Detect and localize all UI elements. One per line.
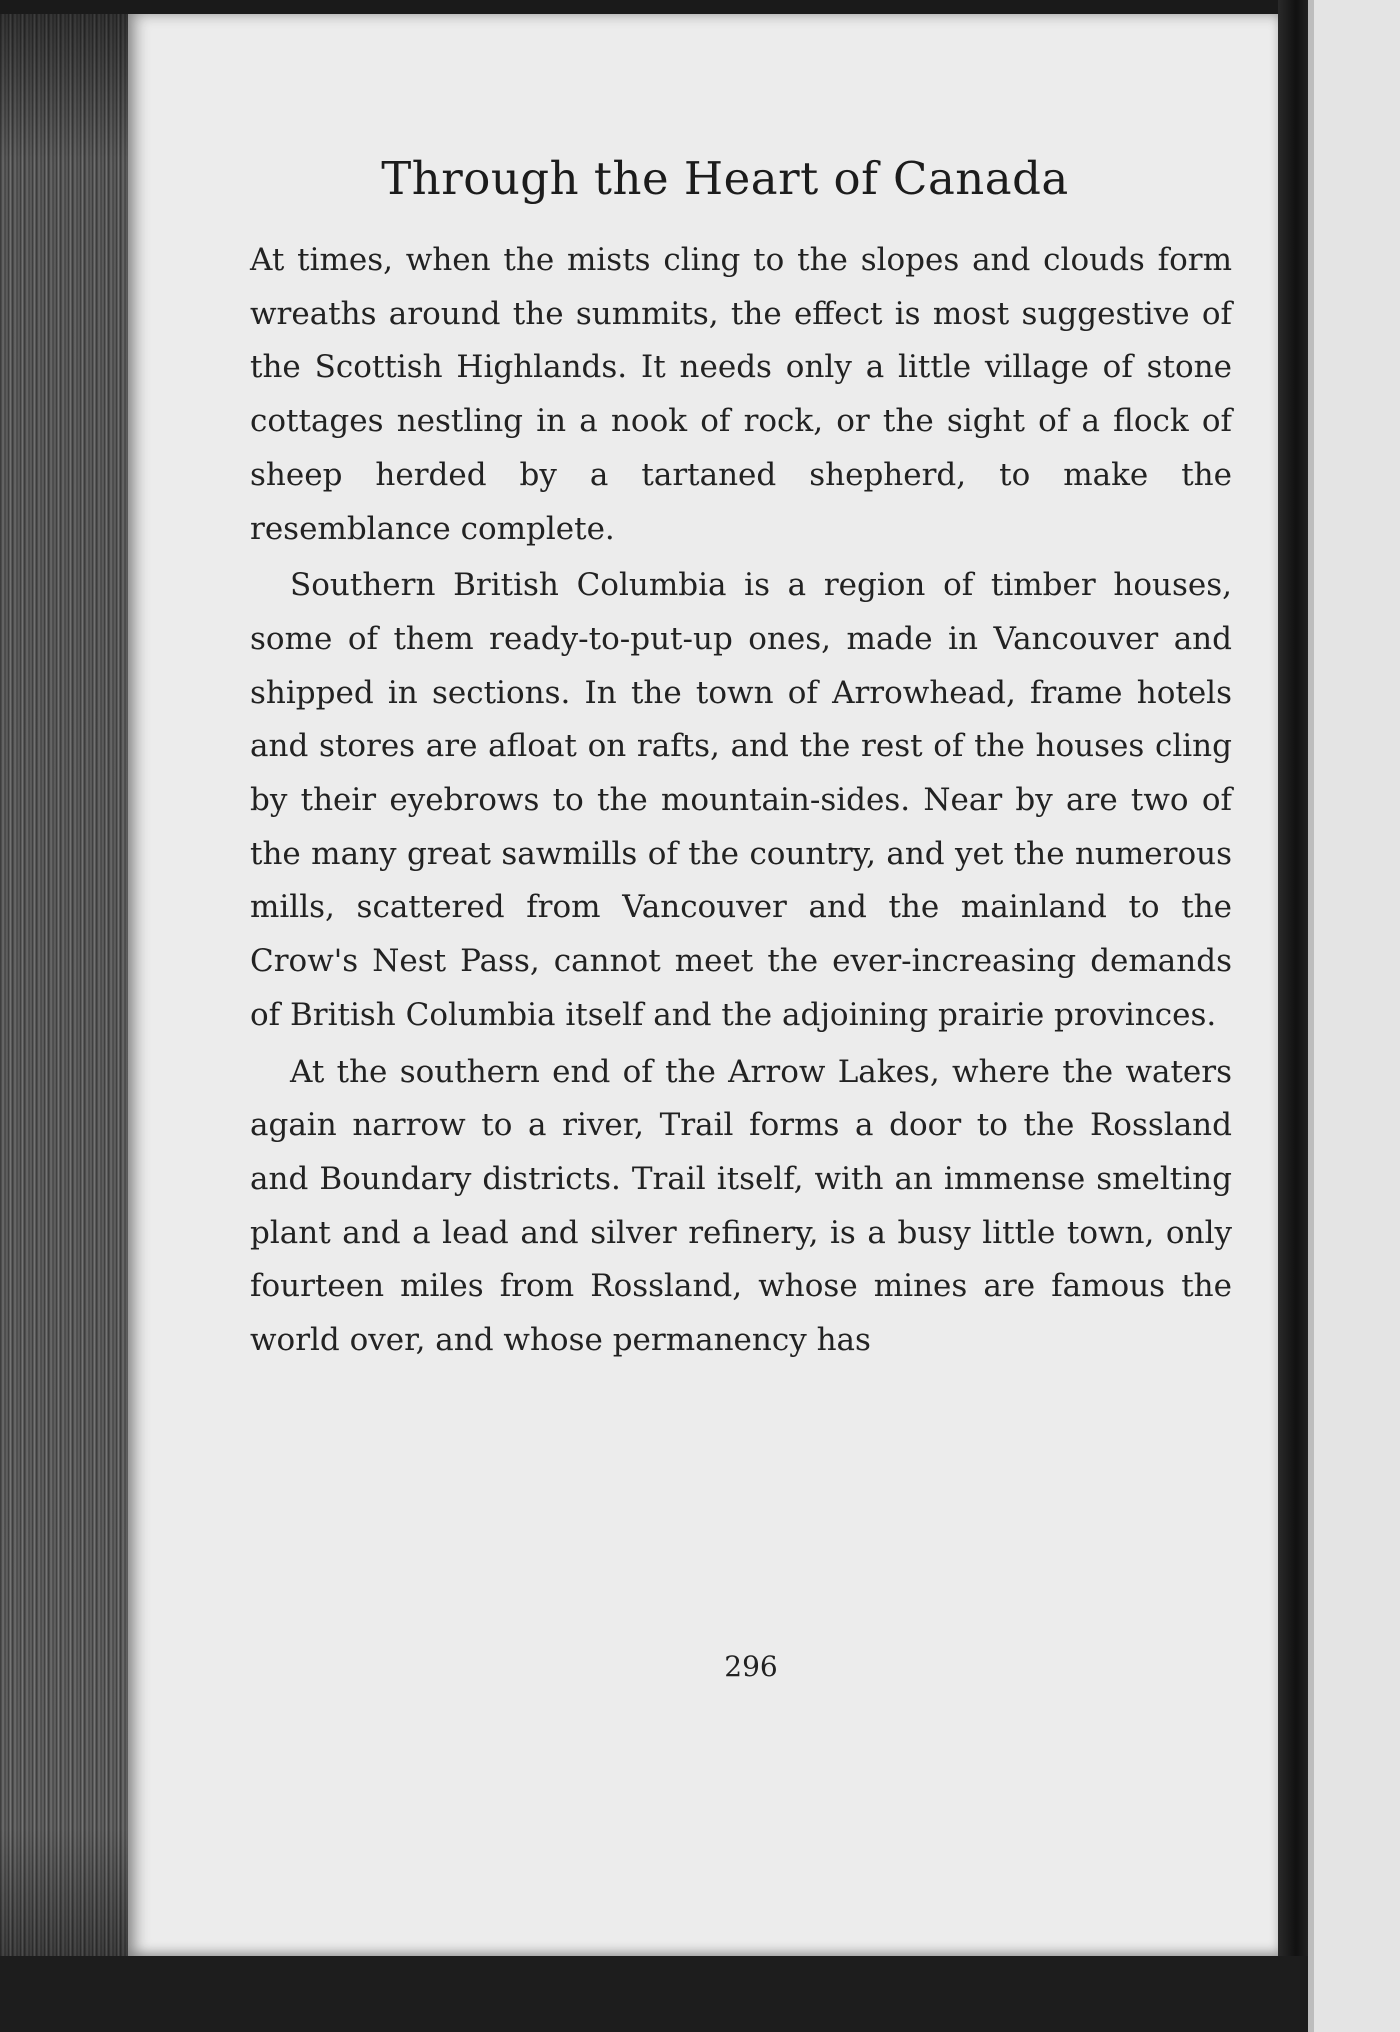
paragraph-2: Southern British Columbia is a region of timber houses, some of them ready-to-put-up ones, made in Vancouver and shipped in sections. In the town of Arrowhead, frame hotels and stores are afloat on rafts, and the rest of the houses cling by their eyebrows to the mountain-sides. Near by are two of the many great sawmills of the country, and yet the numerous mills, scattered from Vancouver and the mainland to the Crow's Nest Pass, cannot meet the ever-increasing demands of British Columbia itself and the adjoining prairie provinces.	[250, 567, 1232, 1033]
running-head: Through the Heart of Canada	[381, 152, 1069, 205]
paragraph-1: At times, when the mists cling to the slopes and clouds form wreaths around the summits, the effect is most suggestive of the Scottish Highlands. It needs only a little village of stone cottages nestling in a nook of rock, or the sight of a flock of sheep herded by a tartaned shepherd, to make the resemblance complete.	[250, 242, 1232, 547]
facing-page-edge	[1308, 0, 1400, 2032]
book-gutter	[1278, 0, 1308, 2032]
book-fore-edge	[0, 0, 138, 2032]
page-number: 296	[724, 1650, 778, 1683]
scan-top-border	[0, 0, 1400, 14]
body-text	[250, 234, 1232, 1368]
paragraph-3: At the southern end of the Arrow Lakes, where the waters again narrow to a river, Trail forms a door to the Rossland and Boundary districts. Trail itself, with an immense smelting plant and a lead and silver refinery, is a busy little town, only fourteen miles from Rossland, whose mines are famous the world over, and whose permanency has	[250, 1053, 1232, 1359]
scan-bottom-border	[0, 1956, 1308, 2032]
